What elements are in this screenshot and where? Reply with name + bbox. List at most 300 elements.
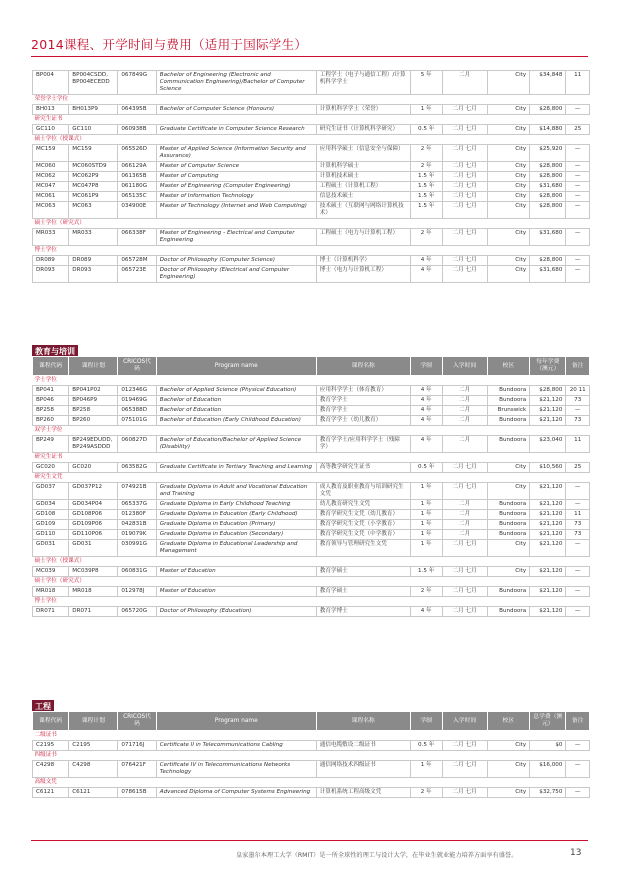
cell-note: — [566,144,590,161]
group-row [33,597,590,607]
cell-program: Master of Engineering - Electrical and Computer Engineering [156,228,316,245]
cell-cricos: 012978J [118,587,156,597]
table-row [33,386,590,396]
column-header-cricos: CRICOS代码 [118,712,156,731]
cell-intake: 二月 七月 [442,788,487,798]
course-table-education [32,356,590,617]
footer-text: 皇家墨尔本理工大学（RMIT）是一所全球性的理工与设计大学，在毕业生就业能力培养方面享有盛誉。 [236,852,518,859]
cell-dur: 1 年 [410,540,442,557]
cell-note: — [566,201,590,218]
cell-cn: 博士（电力与计算机工程） [316,265,410,282]
cell-fee: $28,800 [530,161,566,171]
group-row [33,778,590,788]
cell-program: Doctor of Philosophy (Electrical and Computer Engineering) [156,265,316,282]
column-header-cricos: CRICOS代码 [118,357,156,376]
cell-plan: C6121 [69,788,118,798]
cell-program: Graduate Diploma in Educational Leadership and Management [156,540,316,557]
cell-dur: 1.5 年 [410,171,442,181]
cell-code: C2195 [33,741,69,751]
cell-code: MC061 [33,191,69,201]
cell-cricos: 061180G [118,181,156,191]
cell-cn: 教育学硕士 [316,567,410,577]
cell-campus: City [487,228,530,245]
cell-program: Master of Computer Science [156,161,316,171]
cell-cn: 计算机技术硕士 [316,171,410,181]
cell-campus: City [487,71,530,95]
cell-intake: 二月 [442,396,487,406]
cell-code: BP041 [33,386,69,396]
table-row [33,228,590,245]
column-header-intake: 入学时间 [442,357,487,376]
cell-cn: 教育学学士（幼儿教育） [316,416,410,426]
cell-plan: BP258 [69,406,118,416]
cell-intake: 二月 七月 [442,144,487,161]
cell-cricos: 012380F [118,510,156,520]
cell-note: — [566,567,590,577]
cell-cricos: 075101G [118,416,156,426]
group-heading: 研究生证书 [33,114,590,124]
cell-program: Bachelor of Education [156,396,316,406]
column-header-duration: 学制 [410,357,442,376]
cell-cn: 教育学研究生文凭（中学教育） [316,530,410,540]
cell-dur: 4 年 [410,396,442,406]
cell-plan: BP004CSDD, BP004ECEDD [69,71,118,95]
cell-note: — [566,161,590,171]
cell-code: MC063 [33,201,69,218]
cell-fee: $21,120 [530,540,566,557]
table-row [33,530,590,540]
cell-fee: $28,800 [530,201,566,218]
cell-code: GC020 [33,463,69,473]
cell-campus: City [487,181,530,191]
table-row [33,181,590,191]
table-row [33,265,590,282]
cell-campus: City [487,191,530,201]
cell-note: — [566,761,590,778]
cell-program: Bachelor of Computer Science (Honours) [156,104,316,114]
group-heading: 硕士学位（研究式） [33,218,590,228]
cell-code: MC039 [33,567,69,577]
cell-fee: $31,680 [530,228,566,245]
page-number: 13 [570,848,582,858]
group-row [33,473,590,483]
cell-cricos: 060831G [118,567,156,577]
cell-cn: 应用科学学士（体育教育） [316,386,410,396]
cell-dur: 2 年 [410,788,442,798]
column-header-program: Program name [156,712,316,731]
cell-cricos: 030991G [118,540,156,557]
page-title: 2014课程、开学时间与费用（适用于国际学生） [31,37,308,52]
cell-cn: 教育领导与管理研究生文凭 [316,540,410,557]
cell-dur: 0.5 年 [410,463,442,473]
section-label-engineering: 工程 [32,700,54,713]
table-row [33,510,590,520]
cell-plan: MC159 [69,144,118,161]
cell-fee: $31,680 [530,265,566,282]
cell-program: Graduate Diploma in Education (Secondary) [156,530,316,540]
cell-code: BP258 [33,406,69,416]
cell-campus: Bundoora [487,436,530,453]
cell-fee: $21,120 [530,567,566,577]
cell-code: DR093 [33,265,69,282]
cell-intake: 二月 [442,530,487,540]
cell-dur: 4 年 [410,436,442,453]
group-heading: 研究生证书 [33,453,590,463]
cell-code: BH013 [33,104,69,114]
group-row [33,218,590,228]
cell-cricos: 019469G [118,396,156,406]
cell-note: — [566,540,590,557]
cell-intake: 二月 七月 [442,607,487,617]
cell-note: — [566,500,590,510]
column-header-duration: 学制 [410,712,442,731]
cell-note: — [566,104,590,114]
course-table-engineering [32,711,590,798]
cell-cricos: 065337G [118,500,156,510]
column-header-campus: 校区 [487,357,530,376]
cell-campus: City [487,104,530,114]
cell-cn: 幼儿教育研究生文凭 [316,500,410,510]
cell-dur: 1 年 [410,530,442,540]
cell-fee: $21,120 [530,520,566,530]
cell-campus: City [487,265,530,282]
cell-cricos: 061365B [118,171,156,181]
table-row [33,500,590,510]
cell-fee: $21,120 [530,510,566,520]
cell-cn: 教育学学士/应用科学学士（残障学） [316,436,410,453]
cell-note: — [566,228,590,245]
cell-dur: 1.5 年 [410,567,442,577]
cell-plan: GC110 [69,124,118,134]
table-row [33,255,590,265]
cell-fee: $28,800 [530,171,566,181]
cell-intake: 二月 七月 [442,191,487,201]
cell-campus: City [487,144,530,161]
cell-cn: 工程硕士（电力与计算机工程） [316,228,410,245]
column-header-notes: 备注 [566,712,590,731]
cell-intake: 二月 七月 [442,741,487,751]
cell-cricos: 034900E [118,201,156,218]
cell-fee: $32,750 [530,788,566,798]
cell-cricos: 067849G [118,71,156,95]
group-heading: 硕士学位（授课式） [33,557,590,567]
cell-code: DR089 [33,255,69,265]
cell-cricos: 064395B [118,104,156,114]
cell-campus: City [487,171,530,181]
cell-dur: 2 年 [410,144,442,161]
cell-intake: 二月 [442,520,487,530]
cell-plan: GD108P06 [69,510,118,520]
table-row [33,607,590,617]
table-header-row [33,357,590,376]
table-row [33,104,590,114]
cell-cricos: 065135C [118,191,156,201]
cell-plan: MC060STD9 [69,161,118,171]
cell-intake: 二月 七月 [442,124,487,134]
table-row [33,567,590,577]
cell-cn: 教育学学士 [316,406,410,416]
cell-note: — [566,265,590,282]
cell-program: Doctor of Philosophy (Computer Science) [156,255,316,265]
group-heading: 高级文凭 [33,778,590,788]
cell-code: C4298 [33,761,69,778]
cell-dur: 1 年 [410,520,442,530]
table-row [33,463,590,473]
cell-dur: 1.5 年 [410,181,442,191]
column-header-program: Program name [156,357,316,376]
cell-campus: Bundoora [487,530,530,540]
cell-campus: City [487,540,530,557]
cell-cn: 工程学士（电子与通信工程）/计算机科学学士 [316,71,410,95]
table-row [33,788,590,798]
cell-cn: 工程硕士（计算机工程） [316,181,410,191]
cell-dur: 2 年 [410,161,442,171]
cell-code: GD031 [33,540,69,557]
cell-note: 73 [566,396,590,406]
cell-note: 11 [566,71,590,95]
course-table-computing [32,70,590,283]
cell-plan: MC062P9 [69,171,118,181]
cell-cn: 教育学学士 [316,396,410,406]
group-row [33,731,590,741]
cell-intake: 二月 七月 [442,104,487,114]
cell-dur: 1.5 年 [410,191,442,201]
group-heading: 博士学位 [33,597,590,607]
cell-note: — [566,406,590,416]
cell-campus: City [487,161,530,171]
group-heading: 荣誉学士学位 [33,94,590,104]
group-row [33,557,590,567]
cell-campus: City [487,741,530,751]
table-row [33,761,590,778]
cell-note: — [566,607,590,617]
table-row [33,520,590,530]
group-row [33,426,590,436]
cell-intake: 二月 [442,510,487,520]
column-header-plan: 课程计划 [69,357,118,376]
cell-plan: BP041P02 [69,386,118,396]
cell-code: C6121 [33,788,69,798]
column-header-cn-name: 课程名称 [316,357,410,376]
cell-cricos: 042831B [118,520,156,530]
cell-dur: 1 年 [410,500,442,510]
footer-rule [31,840,588,841]
cell-program: Master of Engineering (Computer Engineering) [156,181,316,191]
cell-cn: 教育学博士 [316,607,410,617]
group-heading: 双学士学位 [33,426,590,436]
cell-program: Graduate Certificate in Tertiary Teaching and Learning [156,463,316,473]
group-row [33,94,590,104]
cell-program: Master of Education [156,567,316,577]
cell-dur: 0.5 年 [410,741,442,751]
cell-code: BP046 [33,396,69,406]
cell-intake: 二月 [442,436,487,453]
cell-dur: 4 年 [410,265,442,282]
cell-cricos: 078615B [118,788,156,798]
cell-cn: 教育学硕士 [316,587,410,597]
cell-fee: $21,120 [530,416,566,426]
cell-program: Graduate Diploma in Early Childhood Teaching [156,500,316,510]
cell-program: Graduate Diploma in Education (Primary) [156,520,316,530]
cell-intake: 二月 七月 [442,567,487,577]
cell-plan: MC063 [69,201,118,218]
cell-fee: $21,120 [530,396,566,406]
cell-intake: 二月 七月 [442,761,487,778]
cell-dur: 4 年 [410,386,442,396]
cell-code: MC062 [33,171,69,181]
cell-note: 25 [566,463,590,473]
cell-plan: DR093 [69,265,118,282]
cell-program: Certificate II in Telecommunications Cabling [156,741,316,751]
cell-code: MC047 [33,181,69,191]
group-heading: 四级证书 [33,751,590,761]
cell-note: — [566,788,590,798]
cell-fee: $14,880 [530,124,566,134]
cell-dur: 2 年 [410,228,442,245]
cell-plan: DR089 [69,255,118,265]
cell-note: — [566,741,590,751]
cell-code: GD110 [33,530,69,540]
cell-dur: 1 年 [410,104,442,114]
cell-plan: MC039P8 [69,567,118,577]
cell-fee: $28,800 [530,104,566,114]
group-heading: 研究生文凭 [33,473,590,483]
table-row [33,201,590,218]
cell-cricos: 065526D [118,144,156,161]
group-row [33,751,590,761]
column-header-fee: 每年学费（澳元） [530,357,566,376]
cell-note: — [566,483,590,500]
cell-program: Graduate Diploma in Adult and Vocational Education and Training [156,483,316,500]
cell-campus: City [487,761,530,778]
group-row [33,453,590,463]
cell-cricos: 066338F [118,228,156,245]
table-row [33,587,590,597]
cell-fee: $28,800 [530,386,566,396]
cell-campus: Bundoora [487,520,530,530]
cell-campus: City [487,201,530,218]
group-row [33,114,590,124]
column-header-code: 课程代码 [33,357,69,376]
cell-note: — [566,255,590,265]
cell-program: Certificate IV in Telecommunications Networks Technology [156,761,316,778]
cell-dur: 1 年 [410,761,442,778]
cell-note: 11 [566,510,590,520]
cell-intake: 二月 七月 [442,540,487,557]
group-row [33,376,590,386]
cell-intake: 二月 [442,71,487,95]
cell-campus: City [487,255,530,265]
cell-note: 20 11 [566,386,590,396]
group-heading: 二级证书 [33,731,590,741]
cell-dur: 5 年 [410,71,442,95]
cell-fee: $21,120 [530,587,566,597]
cell-plan: GD031 [69,540,118,557]
cell-campus: City [487,483,530,500]
cell-intake: 二月 七月 [442,463,487,473]
cell-note: 73 [566,530,590,540]
cell-fee: $10,560 [530,463,566,473]
cell-intake: 二月 七月 [442,228,487,245]
cell-cricos: 065723E [118,265,156,282]
table-row [33,161,590,171]
table-header-row [33,712,590,731]
cell-cn: 计算机科学学士（荣誉） [316,104,410,114]
group-row [33,577,590,587]
cell-cricos: 060827D [118,436,156,453]
cell-dur: 4 年 [410,416,442,426]
cell-note: — [566,171,590,181]
cell-code: MR033 [33,228,69,245]
cell-note: 73 [566,520,590,530]
table-row [33,416,590,426]
column-header-plan: 课程计划 [69,712,118,731]
cell-note: — [566,587,590,597]
cell-plan: GD037P12 [69,483,118,500]
cell-program: Bachelor of Education/Bachelor of Applied Science (Disability) [156,436,316,453]
cell-fee: $21,120 [530,483,566,500]
cell-cn: 教育学研究生文凭（小学教育） [316,520,410,530]
cell-program: Graduate Certificate in Computer Science Research [156,124,316,134]
cell-fee: $21,120 [530,500,566,510]
section-label-education: 教育与培训 [32,345,78,358]
table-row [33,144,590,161]
cell-note: 25 [566,124,590,134]
cell-cricos: 063582G [118,463,156,473]
cell-program: Master of Technology (Internet and Web Computing) [156,201,316,218]
table-row [33,540,590,557]
cell-cn: 通信电缆敷设二级证书 [316,741,410,751]
cell-cn: 信息技术硕士 [316,191,410,201]
cell-dur: 4 年 [410,255,442,265]
cell-code: GD037 [33,483,69,500]
table-row [33,483,590,500]
cell-code: BP249 [33,436,69,453]
table-row [33,741,590,751]
cell-cn: 研究生证书（计算机科学研究） [316,124,410,134]
cell-cn: 计算机科学硕士 [316,161,410,171]
cell-dur: 2 年 [410,587,442,597]
cell-code: BP260 [33,416,69,426]
cell-cricos: 019079K [118,530,156,540]
cell-intake: 二月 [442,416,487,426]
cell-intake: 二月 七月 [442,483,487,500]
cell-code: GC110 [33,124,69,134]
cell-note: 73 [566,416,590,426]
cell-program: Bachelor of Education [156,406,316,416]
cell-campus: Bundoora [487,386,530,396]
cell-dur: 4 年 [410,406,442,416]
cell-intake: 二月 [442,500,487,510]
cell-plan: BP046P9 [69,396,118,406]
group-heading: 学士学位 [33,376,590,386]
cell-cn: 高等教学研究生证书 [316,463,410,473]
cell-cn: 技术硕士（互联网与网络计算机技术） [316,201,410,218]
cell-campus: City [487,567,530,577]
cell-code: MC060 [33,161,69,171]
cell-cn: 计算机系统工程高级文凭 [316,788,410,798]
cell-program: Graduate Diploma in Education (Early Childhood) [156,510,316,520]
column-header-intake: 入学时间 [442,712,487,731]
cell-campus: Bundoora [487,587,530,597]
cell-plan: BH013P9 [69,104,118,114]
cell-plan: MR018 [69,587,118,597]
title-rule [31,56,588,57]
cell-program: Advanced Diploma of Computer Systems Engineering [156,788,316,798]
group-heading: 硕士学位（研究式） [33,577,590,587]
cell-code: MR018 [33,587,69,597]
cell-cn: 应用科学硕士（信息安全与保障） [316,144,410,161]
